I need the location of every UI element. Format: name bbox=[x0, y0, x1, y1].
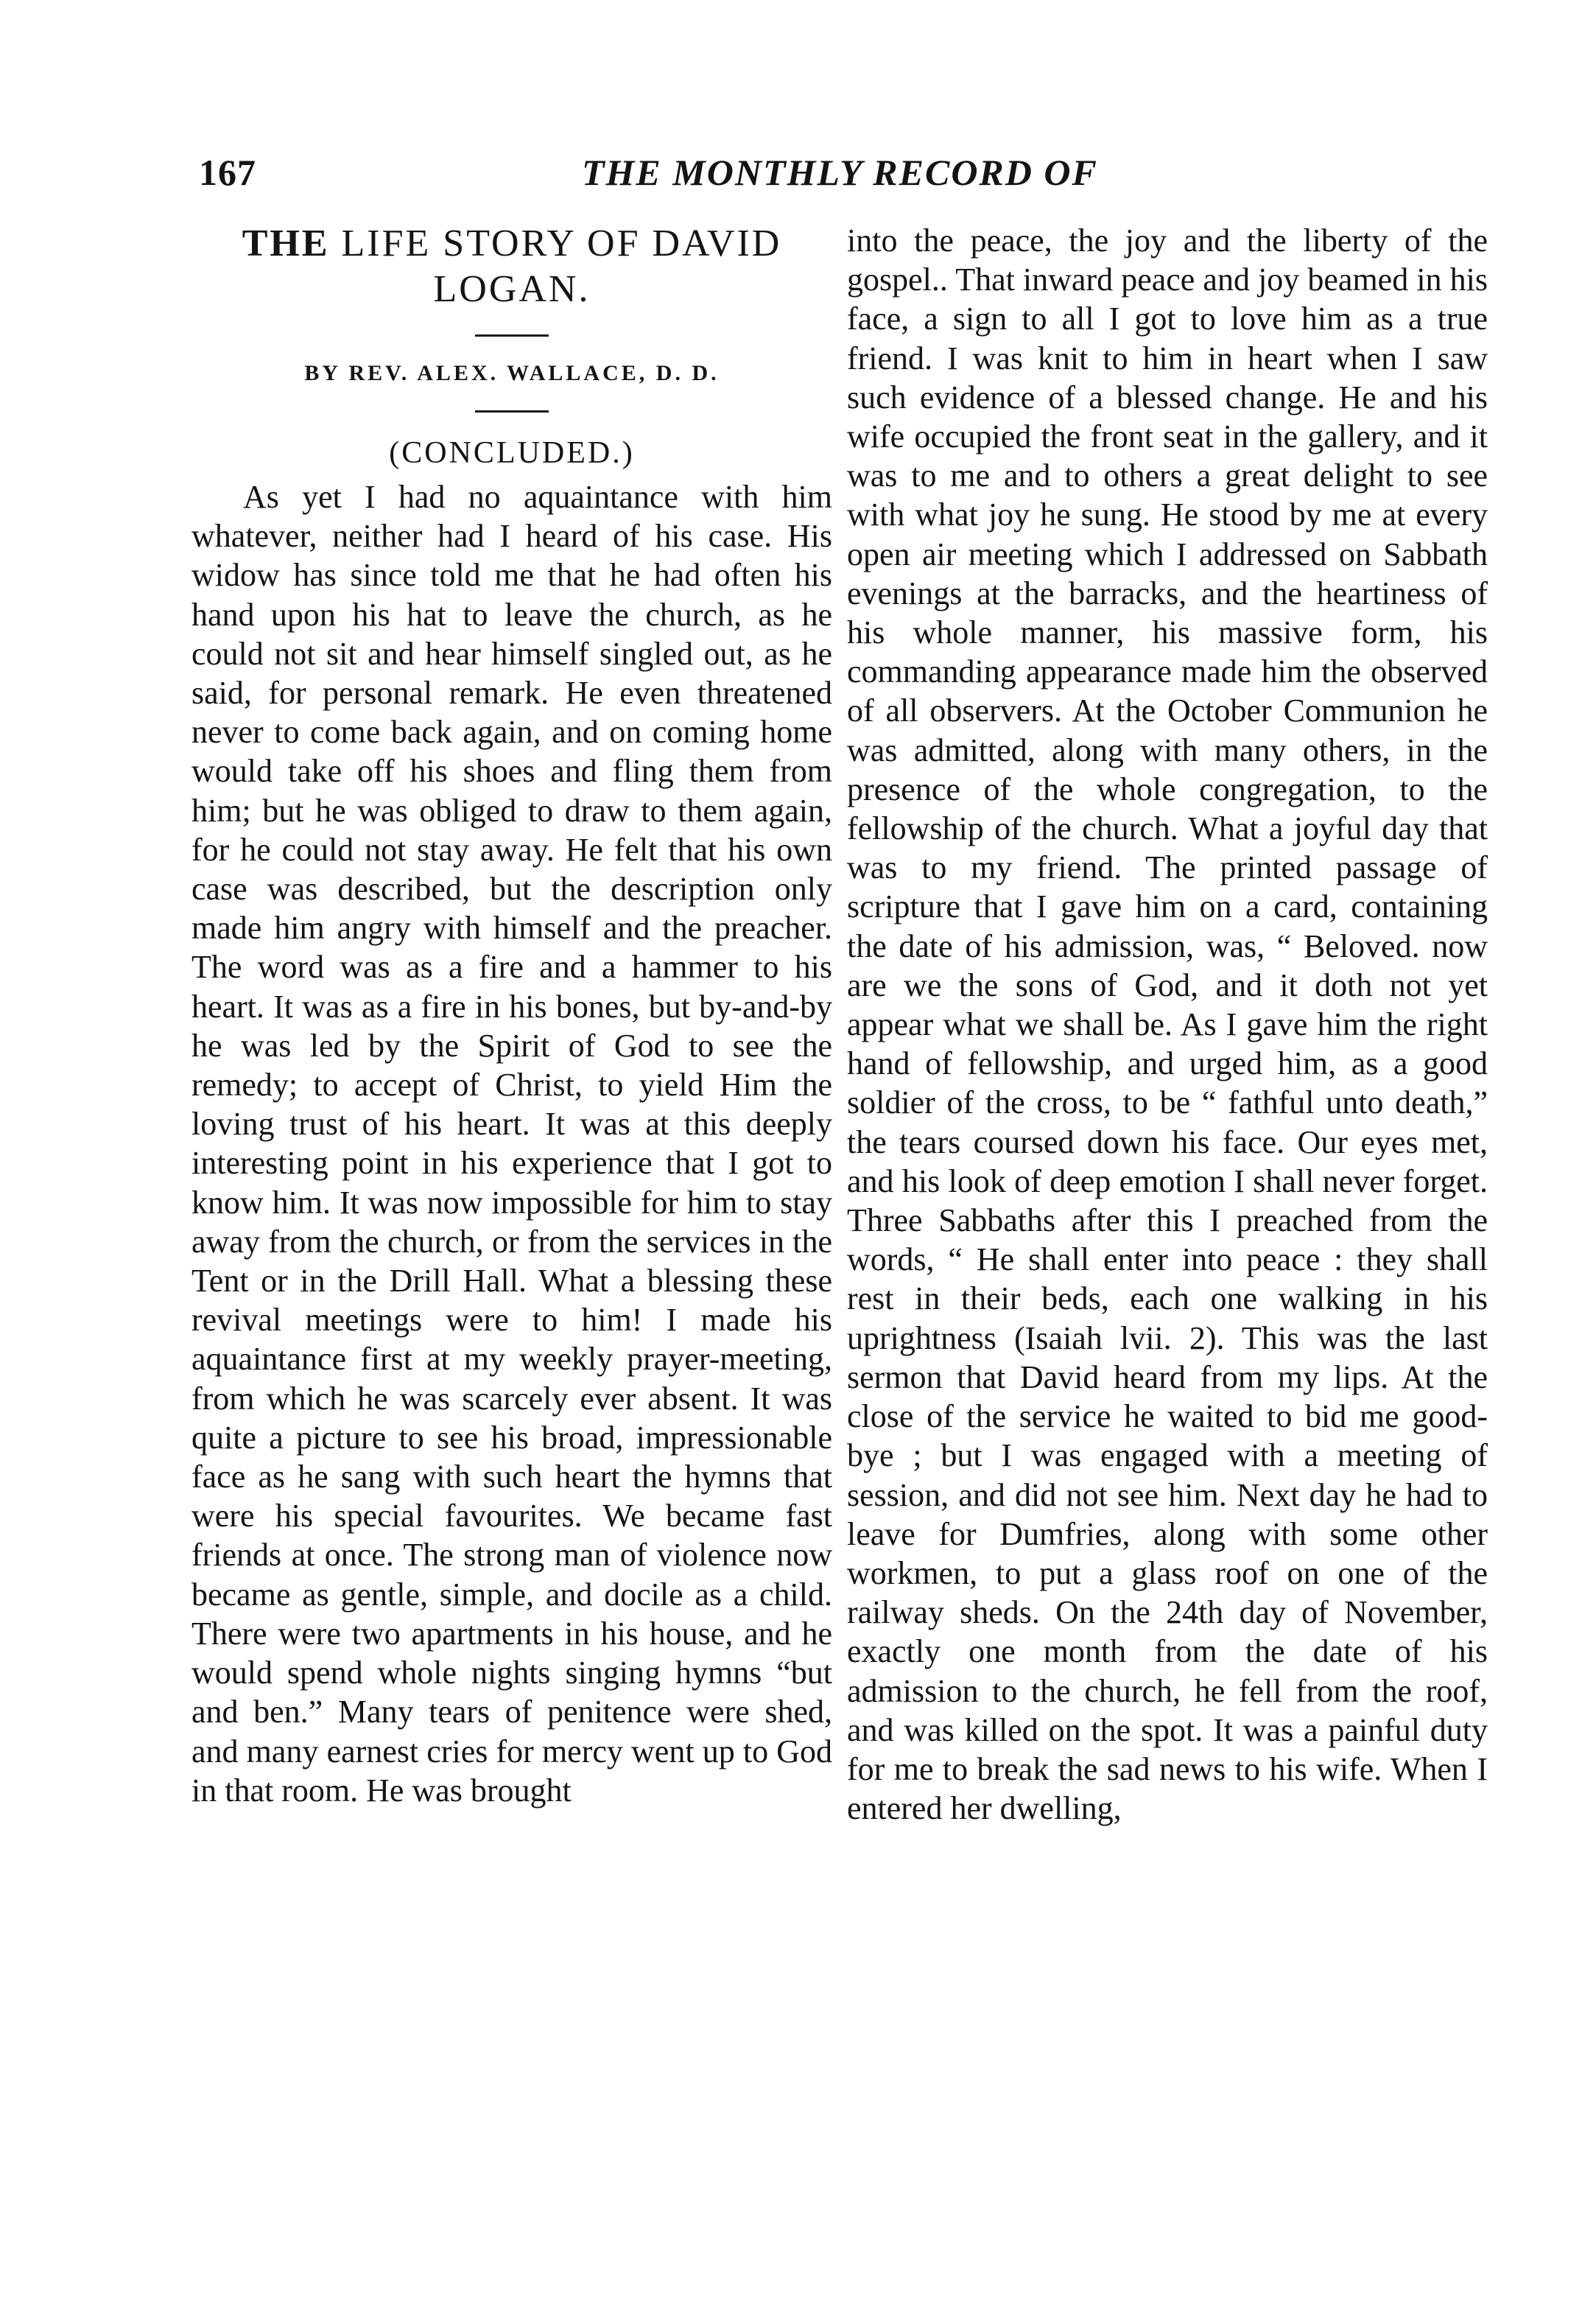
page-number: 167 bbox=[199, 152, 256, 193]
article-title bbox=[191, 221, 832, 312]
running-head bbox=[199, 151, 1466, 203]
left-column-text: As yet I had no aquaintance with him whatever, neither had I heard of his case. His widow has since told me that he had often his hand upon his hat to leave the church, as he could not sit and hear himself singled out, as he said, for personal remark. He even threatened never to come back again, and on coming home would take off his shoes and fling them from him; but he was obliged to draw to them again, for he could not stay away. He felt that his own case was described, but the description only made him angry with himself and the preacher. The word was as a fire and a hammer to his heart. It was as a fire in his bones, but by-and-by he was led by the Spirit of God to see the remedy; to accept of Christ, to yield Him the loving trust of his heart. It was at this deeply interesting point in his experience that I got to know him. It was now impossible for him to stay away from the church, or from the services in the Tent or in the Drill Hall. What a blessing these revival meetings were to him! I made his aquaintance first at my weekly prayer-meeting, from which he was scarcely ever absent. It was quite a picture to see his broad, impressionable face as he sang with such heart the hymns that were his special favourites. We became fast friends at once. The strong man of violence now became as gentle, simple, and docile as a child. There were two apartments in his house, and he would spend whole nights singing hymns “but and ben.” Many tears of penitence were shed, and many earnest cries for mercy went up to God in that room. He was brought bbox=[191, 479, 832, 1809]
article-title-line1: LIFE STORY OF DAVID bbox=[329, 222, 782, 264]
concluded-label: (CONCLUDED.) bbox=[389, 436, 635, 470]
title-rule bbox=[475, 334, 549, 337]
byline-rule bbox=[475, 410, 549, 413]
byline: BY REV. ALEX. WALLACE, D. D. bbox=[304, 361, 720, 385]
left-column bbox=[191, 221, 832, 1810]
article-title-lead: THE bbox=[242, 222, 330, 264]
right-column bbox=[847, 221, 1488, 1828]
article-title-line2: LOGAN. bbox=[433, 268, 591, 310]
journal-title: THE MONTHLY RECORD OF bbox=[582, 152, 1098, 193]
right-column-text: into the peace, the joy and the liberty of the gospel.. That inward peace and joy beamed in his face, a sign to all I got to love him as a true friend. I was knit to him in heart when I saw such evidence of a blessed change. He and his wife occupied the front seat in the gallery, and it was to me and to others a great delight to see with what joy he sung. He stood by me at every open air meeting which I addressed on Sabbath evenings at the barracks, and the heartiness of his whole manner, his massive form, his commanding appearance made him the observed of all observers. At the October Communion he was admitted, along with many others, in the presence of the whole congregation, to the fellowship of the church. What a joyful day that was to my friend. The printed passage of scripture that I gave him on a card, containing the date of his admission, was, “ Beloved. now are we the sons of God, and it doth not yet appear what we shall be. As I gave him the right hand of fellowship, and urged him, as a good soldier of the cross, to be “ fathful unto death,” the tears coursed down his face. Our eyes met, and his look of deep emotion I shall never forget. Three Sabbaths after this I preached from the words, “ He shall enter into peace : they shall rest in their beds, each one walking in his uprightness (Isaiah lvii. 2). This was the last sermon that David heard from my lips. At the close of the service he waited to bid me good-bye ; but I was engaged with a meeting of session, and did not see him. Next day he had to leave for Dumfries, along with some other workmen, to put a glass roof on one of the railway sheds. On the 24th day of November, exactly one month from the date of his admission to the church, he fell from the roof, and was killed on the spot. It was a painful duty for me to break the sad news to his wife. When I entered her dwelling, bbox=[847, 222, 1488, 1827]
